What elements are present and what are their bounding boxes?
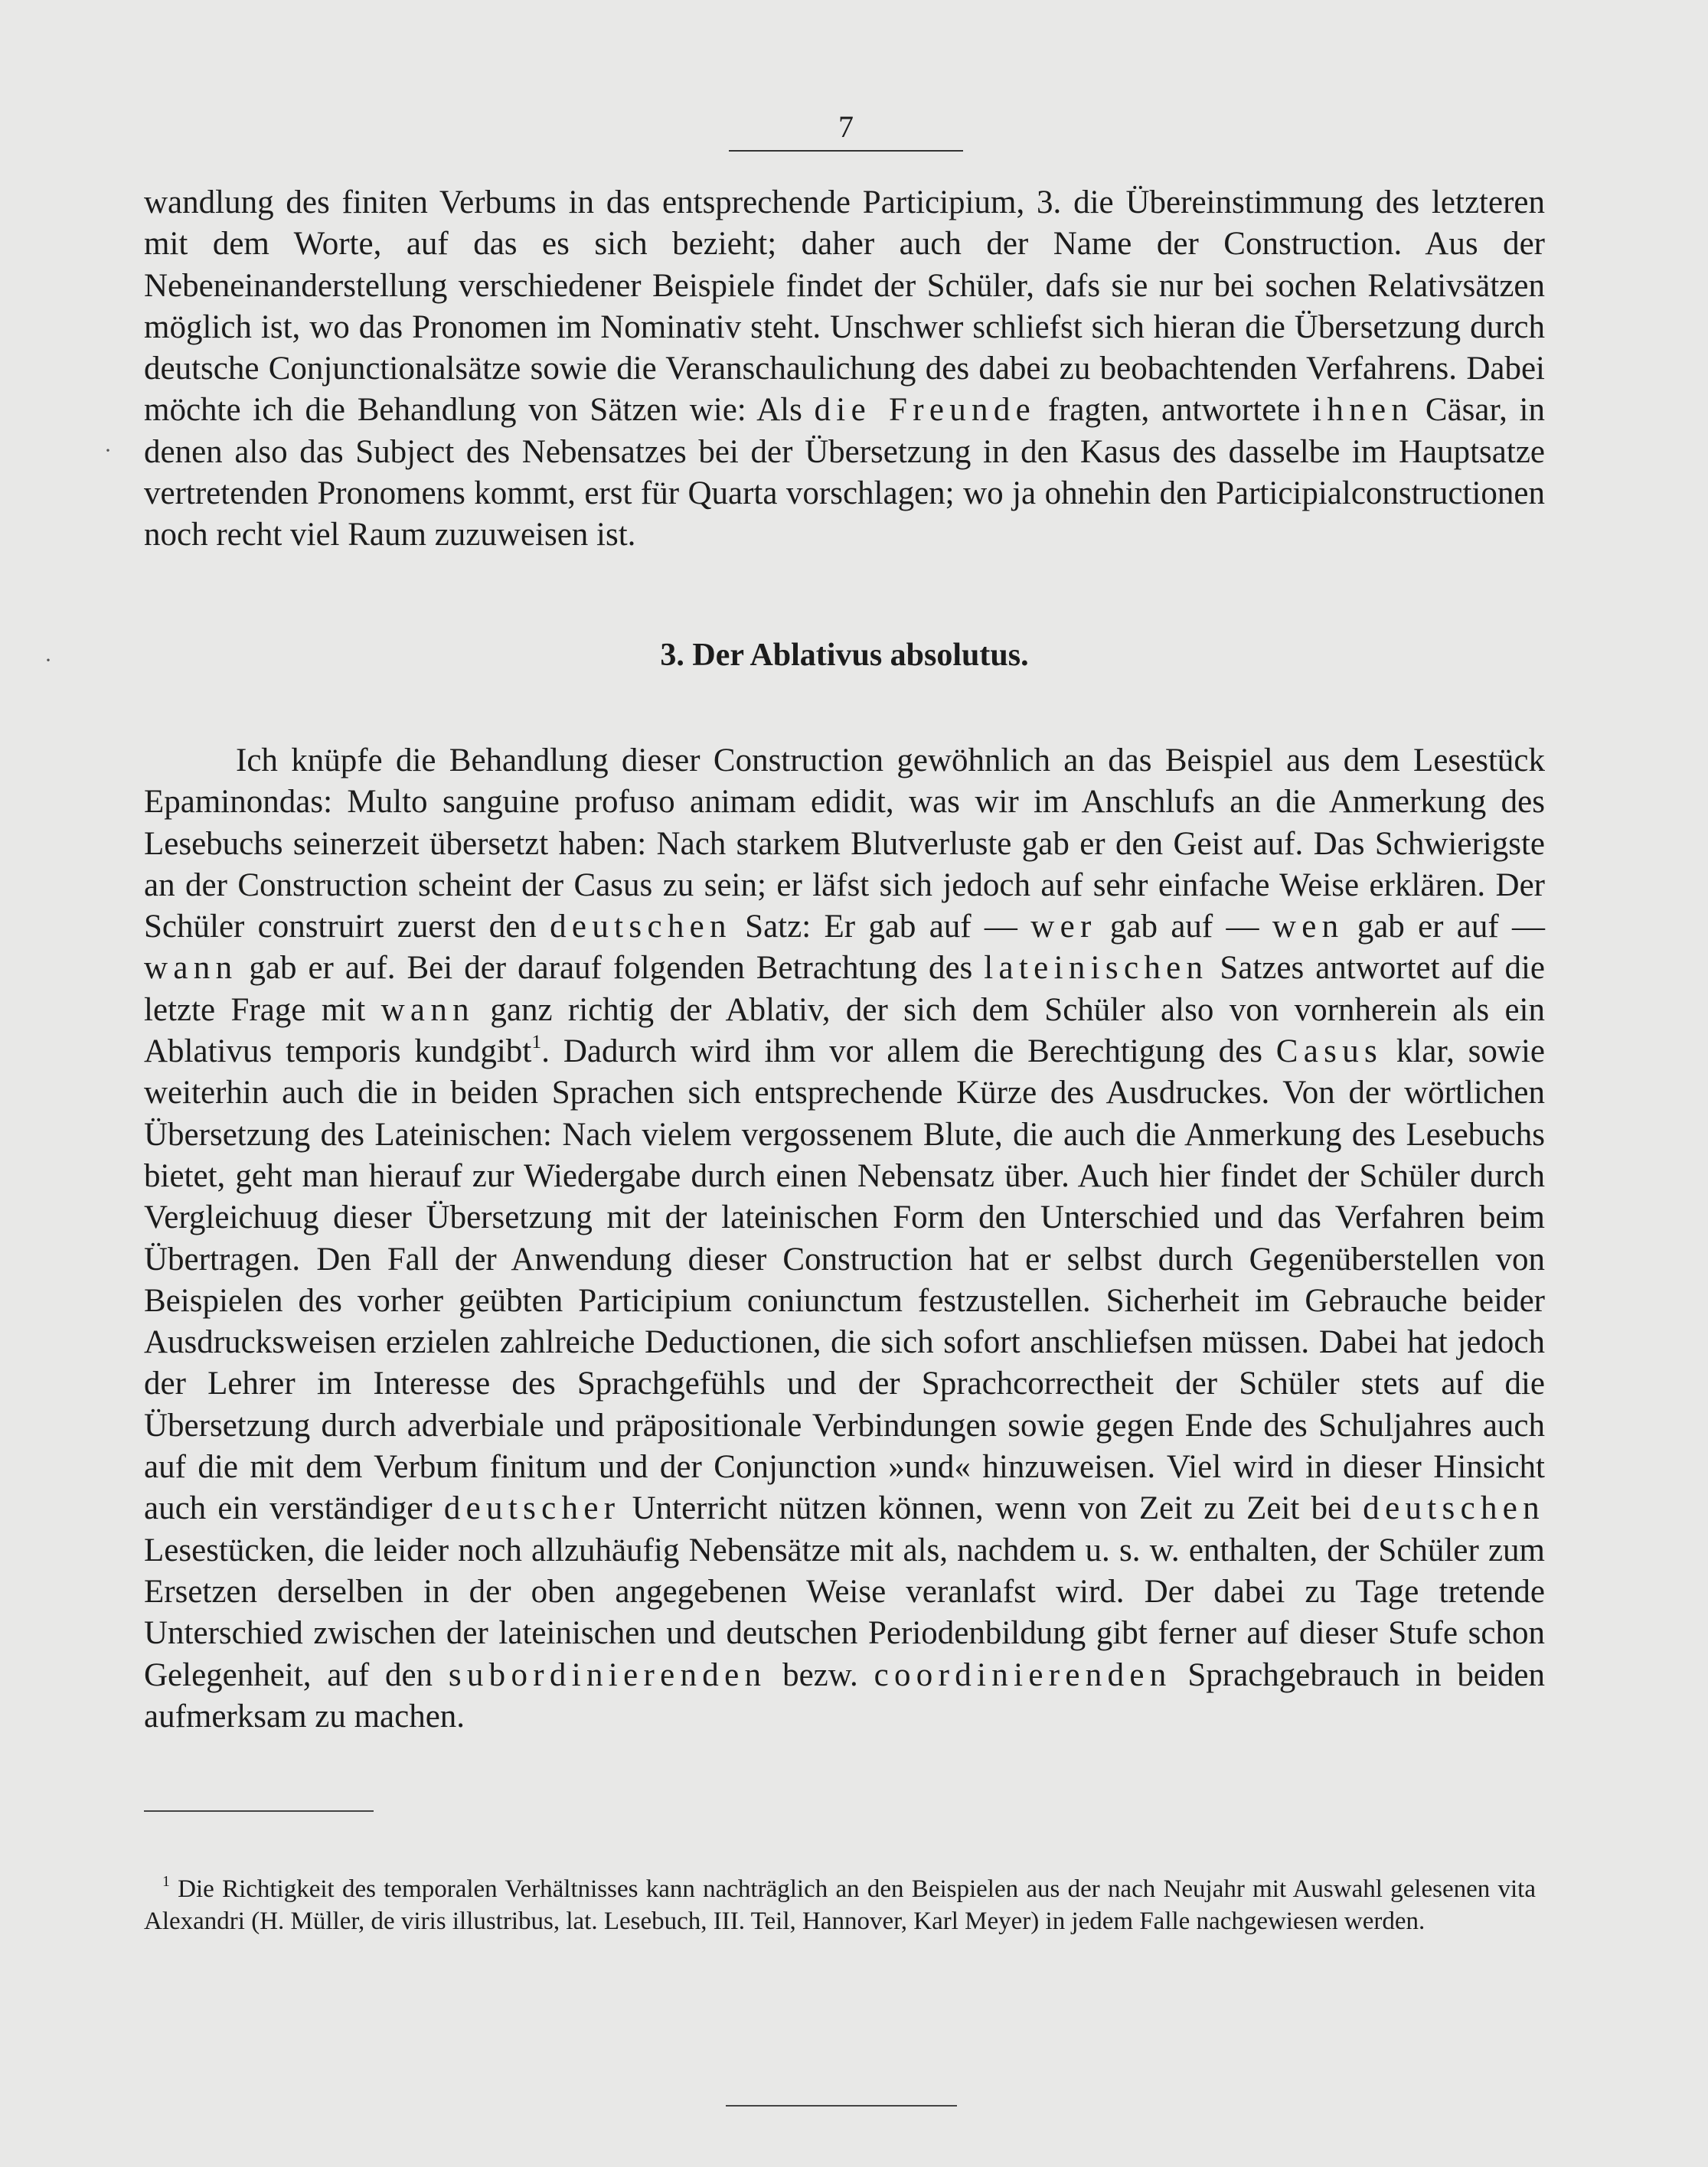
spaced-emphasis: ihnen — [1312, 392, 1414, 429]
spaced-emphasis: subordinierenden — [448, 1656, 767, 1693]
paragraph-1: wandlung des finiten Verbums in das entsprechende Participium, 3. die Übereinstimmung des letzteren mit dem Worte, auf das es sich bezieht; daher auch der Name der Construction. Aus der Nebeneinanderstellung verschiedener Beispiele findet der Schüler, dafs sie nur bei sochen Relativsätzen möglich ist, wo das Pronomen im Nominativ steht. Unschwer schliefst sich hieran die Übersetzung durch deutsche Conjunctionalsätze sowie die Veranschaulichung des dabei zu beobachtenden Verfahrens. Dabei möchte ich die Behandlung von Sätzen wie: Als die Freunde fragten, antwortete ihnen Cäsar, in denen also das Subject des Nebensatzes bei der Übersetzung in den Kasus des dasselbe im Hauptsatze vertretenden Pronomens kommt, erst für Quarta vorschlagen; wo ja ohnehin den Participialconstructionen noch recht viel Raum zuzuweisen ist. — [144, 184, 1545, 553]
margin-dot-mark: · — [44, 648, 52, 673]
header-rule — [729, 150, 963, 152]
spaced-emphasis: deutscher — [443, 1490, 621, 1527]
spaced-emphasis: coordinierenden — [874, 1656, 1172, 1693]
bottom-rule — [726, 2105, 957, 2107]
spaced-emphasis: die Freunde — [814, 392, 1037, 429]
spaced-emphasis: lateinischen — [984, 950, 1209, 987]
footnote-rule — [144, 1810, 374, 1812]
spaced-emphasis: wen — [1272, 909, 1344, 945]
spaced-emphasis: deutschen — [550, 909, 732, 945]
footnote-reference[interactable]: 1 — [531, 1030, 542, 1053]
footnote-text: Die Richtigkeit des temporalen Verhältnisses kann nachträglich an den Beispielen aus der nach Neujahr mit Auswahl gelesenen vita Alexandri (H. Müller, de viris illustribus, lat. Lesebuch, III. Teil, Hannover, Karl Meyer) in jedem Falle nachgewiesen werden. — [144, 1875, 1536, 1935]
body-text — [144, 182, 1545, 599]
spaced-emphasis: Casus — [1275, 1033, 1383, 1070]
spaced-emphasis: wann — [380, 991, 475, 1028]
page-number: 7 — [838, 109, 854, 144]
spaced-emphasis: wer — [1030, 909, 1097, 945]
spaced-emphasis: deutschen — [1363, 1490, 1545, 1527]
paragraph-2: Ich knüpfe die Behandlung dieser Construction gewöhnlich an das Beispiel aus dem Lesestück Epaminondas: Multo sanguine profuso animam edidit, was wir im Anschlufs an die Anmerkung des Lesebuchs seinerzeit übersetzt haben: Nach starkem Blutverluste gab er den Geist auf. Das Schwierigste an der Construction scheint der Casus zu sein; er läfst sich jedoch auf sehr einfache Weise erklären. Der Schüler construirt zuerst den deutschen Satz: Er gab auf — wer gab auf — wen gab er auf — wann gab er auf. Bei der darauf folgenden Betrachtung des lateinischen Satzes antwortet auf die letzte Frage mit wann ganz richtig der Ablativ, der sich dem Schüler also von vornherein als ein Ablativus temporis kundgibt$^1$. Dadurch wird ihm vor allem die Berechtigung des Casus klar, sowie weiterhin auch die in beiden Sprachen sich entsprechende Kürze des Ausdruckes. Von der wörtlichen Übersetzung des Lateinischen: Nach vielem vergossenem Blute, die auch die Anmerkung des Lesebuchs bietet, geht man hierauf zur Wiedergabe durch einen Nebensatz über. Auch hier findet der Schüler durch Vergleichuug dieser Übersetzung mit der lateinischen Form den Unterschied und das Verfahren beim Übertragen. Den Fall der Anwendung dieser Construction hat er selbst durch Gegenüberstellen von Beispielen des vorher geübten Participium coniunctum festzustellen. Sicherheit im Gebrauche beider Ausdrucksweisen erzielen zahlreiche Deductionen, die sich sofort anschliefsen müssen. Dabei hat jedoch der Lehrer im Interesse des Sprachgefühls und der Sprachcorrectheit der Schüler stets auf die Übersetzung durch adverbiale und präpositionale Verbindungen sowie gegen Ende des Schuljahres auch auf die mit dem Verbum finitum und der Conjunction »und« hinzuweisen. Viel wird in dieser Hinsicht auch ein verständiger deutscher Unterricht nützen können, wenn von Zeit zu Zeit bei deutschen Lesestücken, die leider noch allzuhäufig Nebensätze mit als, nachdem u. s. w. enthalten, der Schüler zum Ersetzen derselben in der oben angegebenen Weise veranlafst wird. Der dabei zu Tage tretende Unterschied zwischen der lateinischen und deutschen Periodenbildung gibt ferner auf dieser Stufe schon Gelegenheit, auf den subordinierenden bezw. coordinierenden Sprachgebrauch in beiden aufmerksam zu machen. — [144, 742, 1546, 1735]
section-heading: 3. Der Ablativus absolutus. — [660, 638, 1029, 673]
footnote-marker: 1 — [162, 1873, 170, 1891]
spaced-emphasis: wann — [144, 950, 238, 987]
margin-dot-mark: · — [104, 438, 112, 463]
footnote — [144, 1873, 1536, 1937]
